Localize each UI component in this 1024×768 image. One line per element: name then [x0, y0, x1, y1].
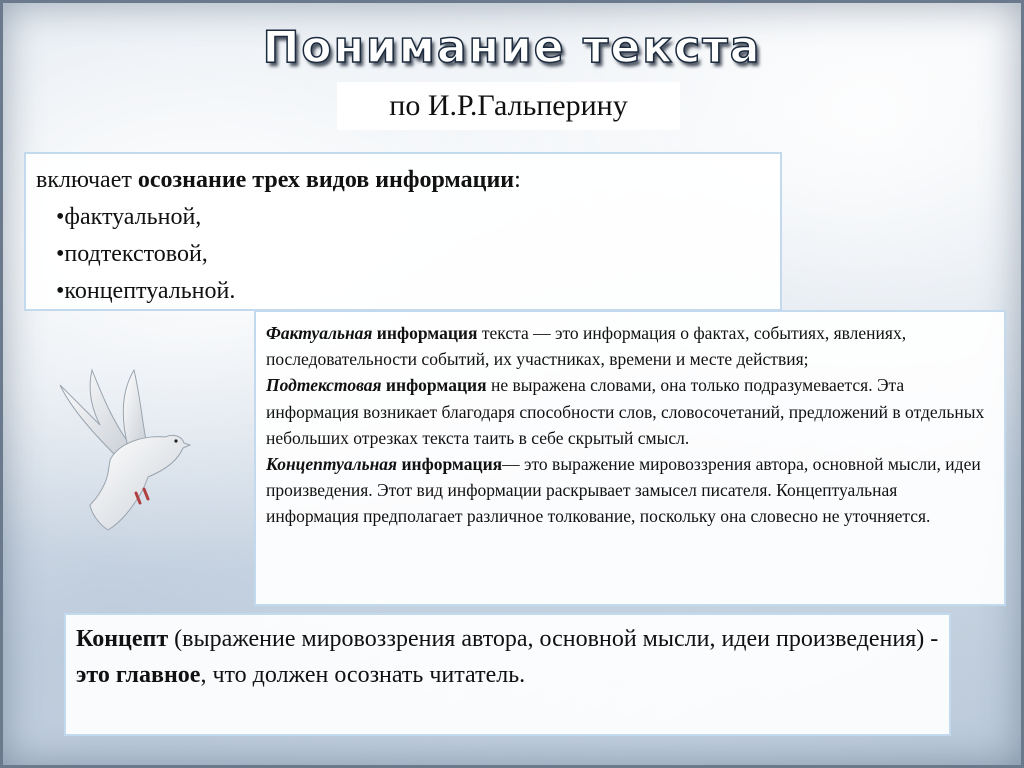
- subtext-term-info: информация: [381, 375, 487, 396]
- concept-term: Концепт: [76, 626, 169, 652]
- concept-box: [64, 613, 951, 736]
- list-item: • фактуальной,: [56, 199, 770, 236]
- conceptual-definition: [266, 454, 981, 526]
- list-item: • концептуальной.: [56, 273, 770, 310]
- intro-prefix: включает: [36, 167, 138, 193]
- intro-box: [24, 152, 782, 311]
- intro-suffix: :: [514, 167, 521, 193]
- list-item: • подтекстовой,: [56, 236, 770, 273]
- concept-text-2: , что должен осознать читатель.: [200, 662, 526, 688]
- subtext-definition: [266, 375, 984, 447]
- factual-term: Фактуальная: [266, 323, 373, 343]
- info-types-list: [56, 199, 770, 310]
- slide-title: Понимание текста: [262, 22, 762, 73]
- subtext-text: не выражена словами, она только подразумевается. Эта информация возникает благодаря способности слов, словосочетаний, предложений в отдельных небольших отрезках текста таить в себе скрытый смысл.: [266, 375, 985, 448]
- slide-subtitle: по И.Р.Гальперину: [337, 82, 680, 130]
- factual-text: текста — это информация о фактах, событиях, явлениях, последовательности событий, их участниках, времени и месте действия;: [266, 323, 907, 370]
- definitions-box: [254, 310, 1006, 606]
- dove-icon: [50, 365, 195, 540]
- concept-text-1: (выражение мировоззрения автора, основной мысли, идеи произведения) -: [168, 626, 939, 652]
- conceptual-term-info: информация: [397, 454, 503, 475]
- factual-term-info: информация: [372, 323, 478, 343]
- conceptual-term: Концептуальная: [266, 454, 398, 475]
- conceptual-text: — это выражение мировоззрения автора, основной мысли, идеи произведения. Этот вид информации раскрывает замысел писателя. Концептуальная информация предполагает различное толкование, поскольку она словесно не уточняется.: [266, 454, 981, 527]
- intro-line: [36, 162, 770, 199]
- intro-emphasis: осознание трех видов информации: [137, 167, 515, 193]
- concept-emphasis: это главное: [76, 662, 201, 688]
- factual-definition: [266, 323, 906, 369]
- subtext-term: Подтекстовая: [266, 375, 382, 396]
